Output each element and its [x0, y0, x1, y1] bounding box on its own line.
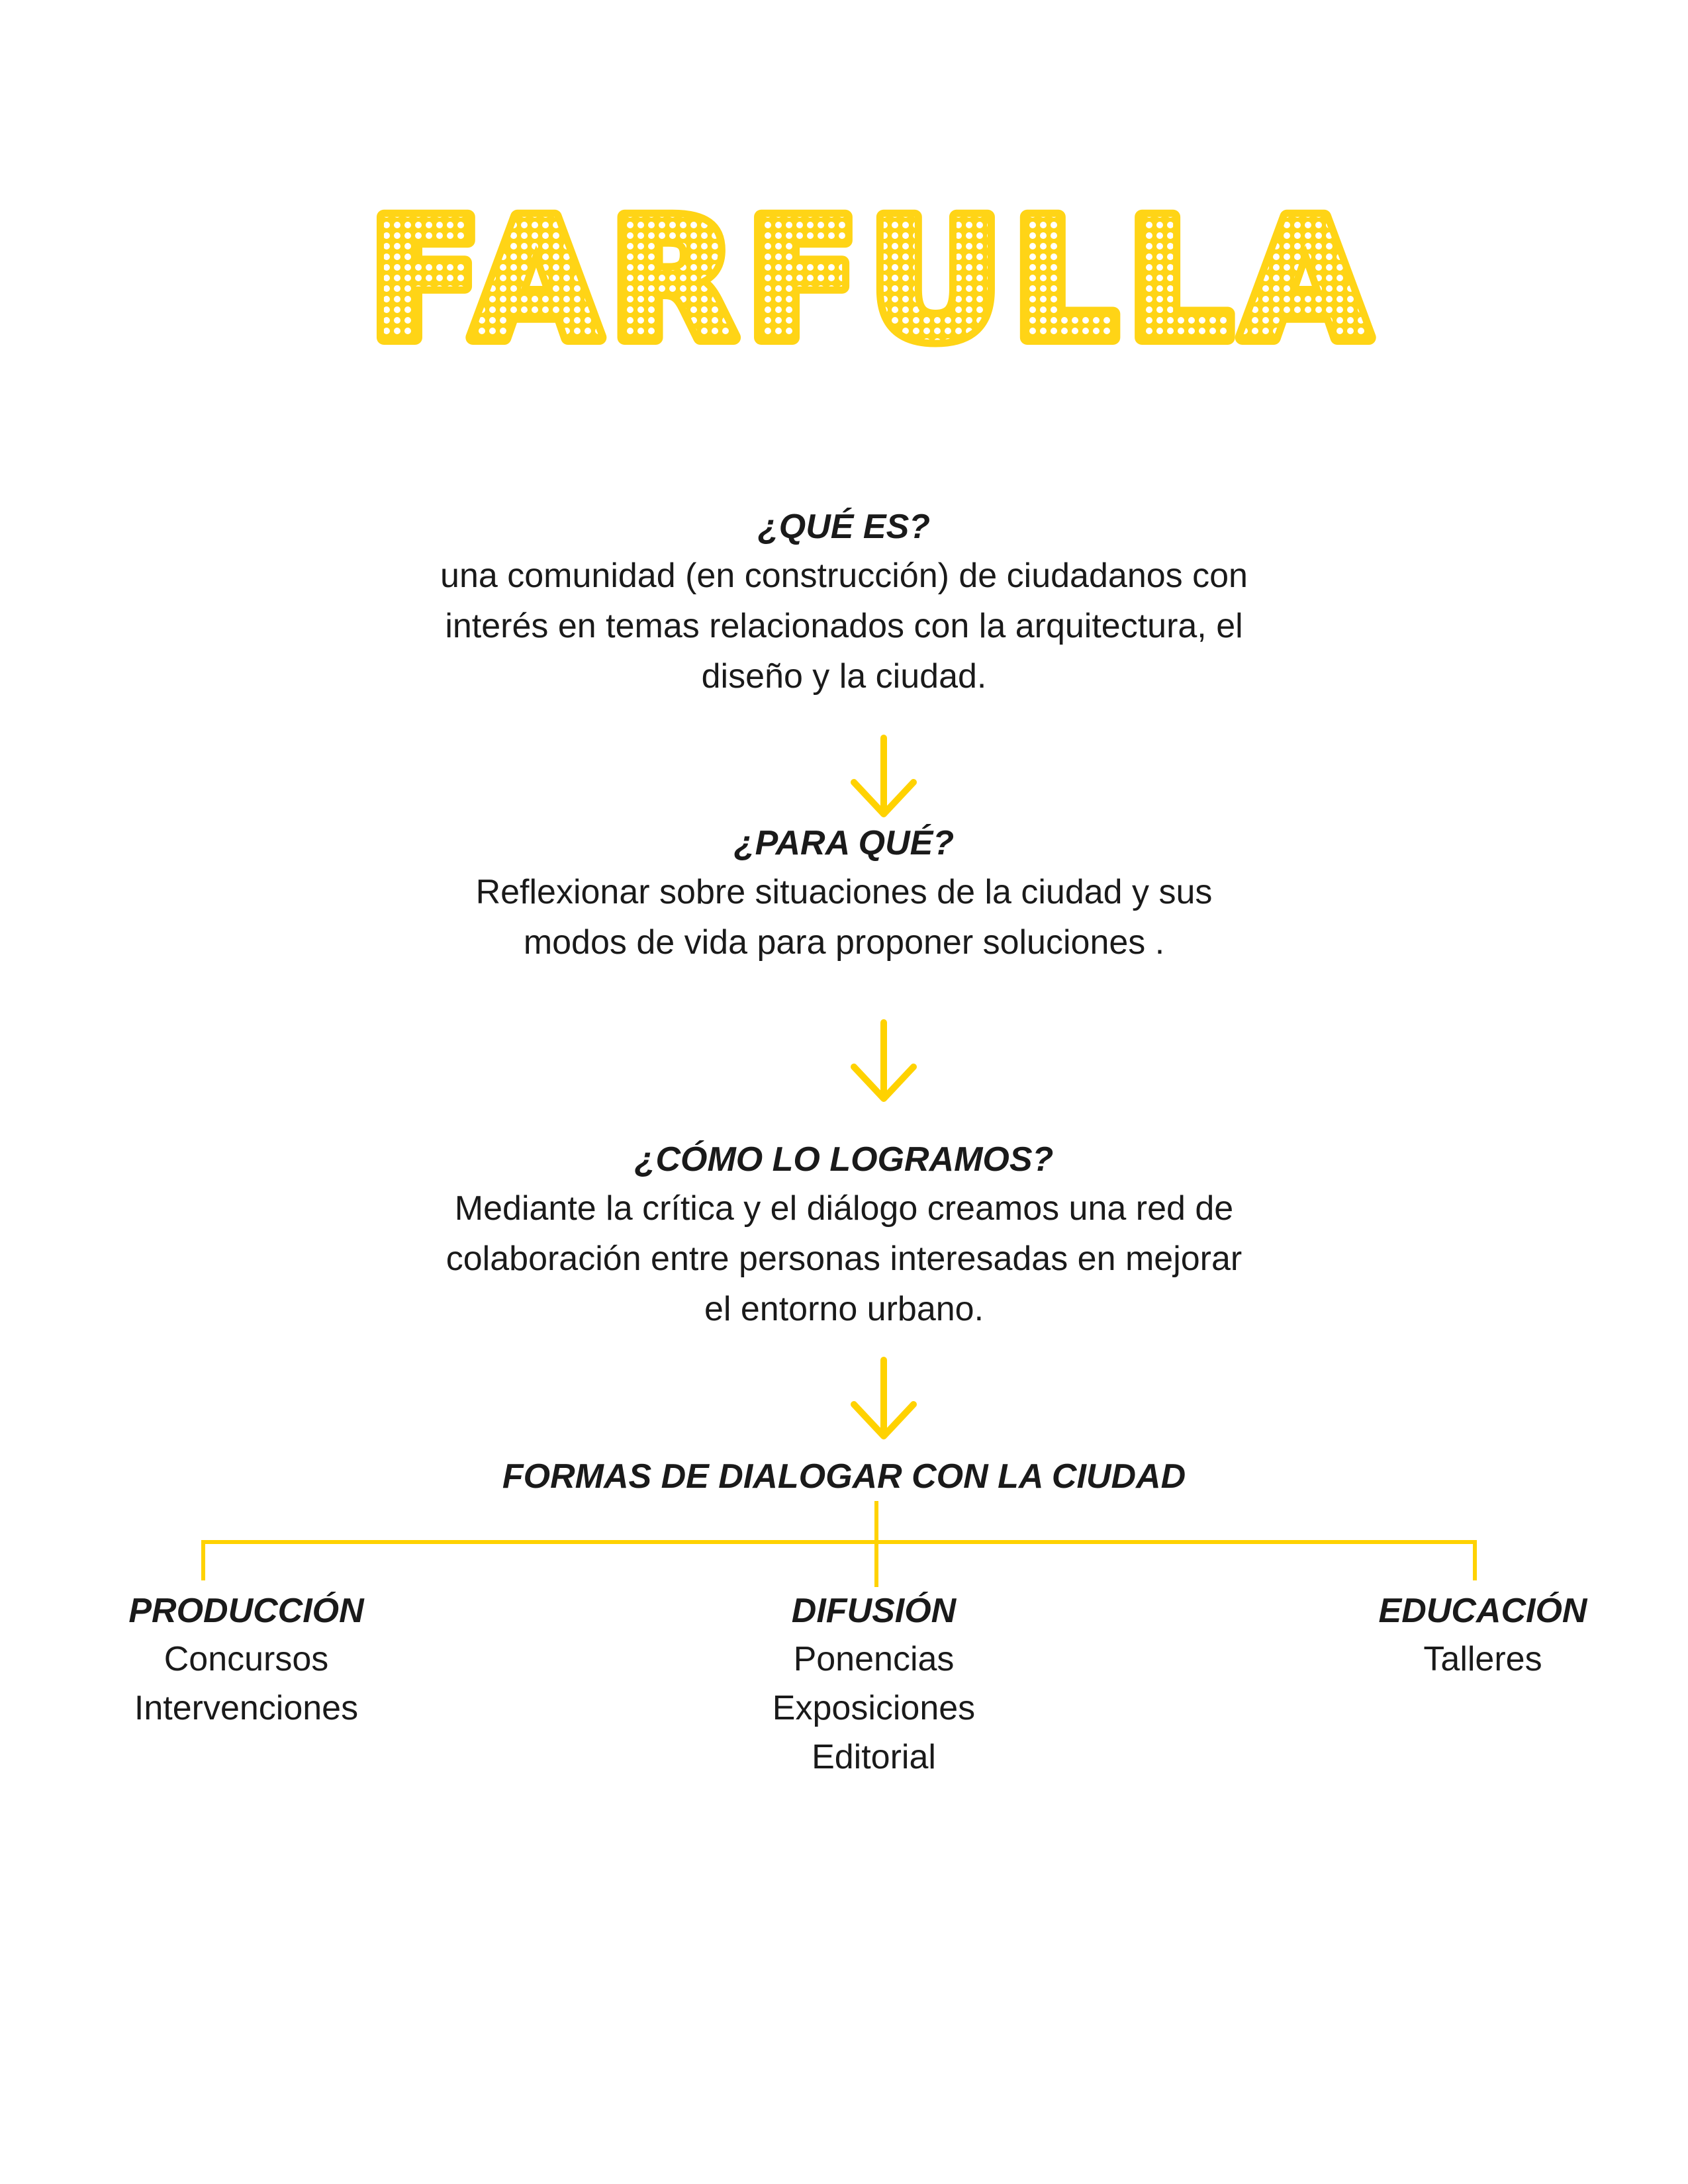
down-arrow-icon	[847, 1019, 920, 1105]
branch-educacion	[1297, 1587, 1668, 1684]
branch-item: Intervenciones	[134, 1689, 359, 1727]
branch-item: Talleres	[1423, 1640, 1542, 1678]
branch-item: Exposiciones	[772, 1689, 976, 1727]
body-line: modos de vida para proponer soluciones .	[523, 923, 1165, 962]
body-line: interés en temas relacionados con la arquitectura, el	[445, 607, 1243, 645]
branch-heading: EDUCACIÓN	[1378, 1592, 1587, 1630]
branch-item: Concursos	[164, 1640, 329, 1678]
branch-item: Ponencias	[793, 1640, 955, 1678]
down-arrow-icon	[847, 1357, 920, 1443]
branch-produccion	[61, 1587, 432, 1733]
section-heading: ¿QUÉ ES?	[757, 508, 931, 546]
farfulla-logo	[0, 199, 1688, 371]
section-body	[0, 551, 1688, 702]
body-line: colaboración entre personas interesadas en mejorar	[445, 1240, 1243, 1278]
logo-wordmark: FARFULLA	[369, 199, 1379, 371]
section-heading: ¿PARA QUÉ?	[733, 824, 955, 862]
section-body	[0, 867, 1688, 968]
branch-item: Editorial	[812, 1738, 936, 1776]
body-line: Reflexionar sobre situaciones de la ciudad y sus	[475, 873, 1213, 911]
forms-section	[0, 1453, 1688, 1500]
down-arrow-icon	[847, 735, 920, 821]
forms-heading: FORMAS DE DIALOGAR CON LA CIUDAD	[502, 1457, 1186, 1496]
branch-heading: DIFUSIÓN	[791, 1592, 957, 1630]
section-body	[0, 1183, 1688, 1334]
section-que-es	[0, 503, 1688, 702]
body-line: diseño y la ciudad.	[701, 657, 987, 696]
body-line: una comunidad (en construcción) de ciudadanos con	[440, 557, 1248, 595]
branch-difusion	[688, 1587, 1059, 1782]
body-line: el entorno urbano.	[704, 1290, 984, 1328]
branch-heading: PRODUCCIÓN	[128, 1592, 364, 1630]
section-para-que	[0, 819, 1688, 968]
body-line: Mediante la crítica y el diálogo creamos una red de	[454, 1189, 1234, 1228]
section-heading: ¿CÓMO LO LOGRAMOS?	[634, 1140, 1054, 1179]
section-como-lo-logramos	[0, 1136, 1688, 1334]
